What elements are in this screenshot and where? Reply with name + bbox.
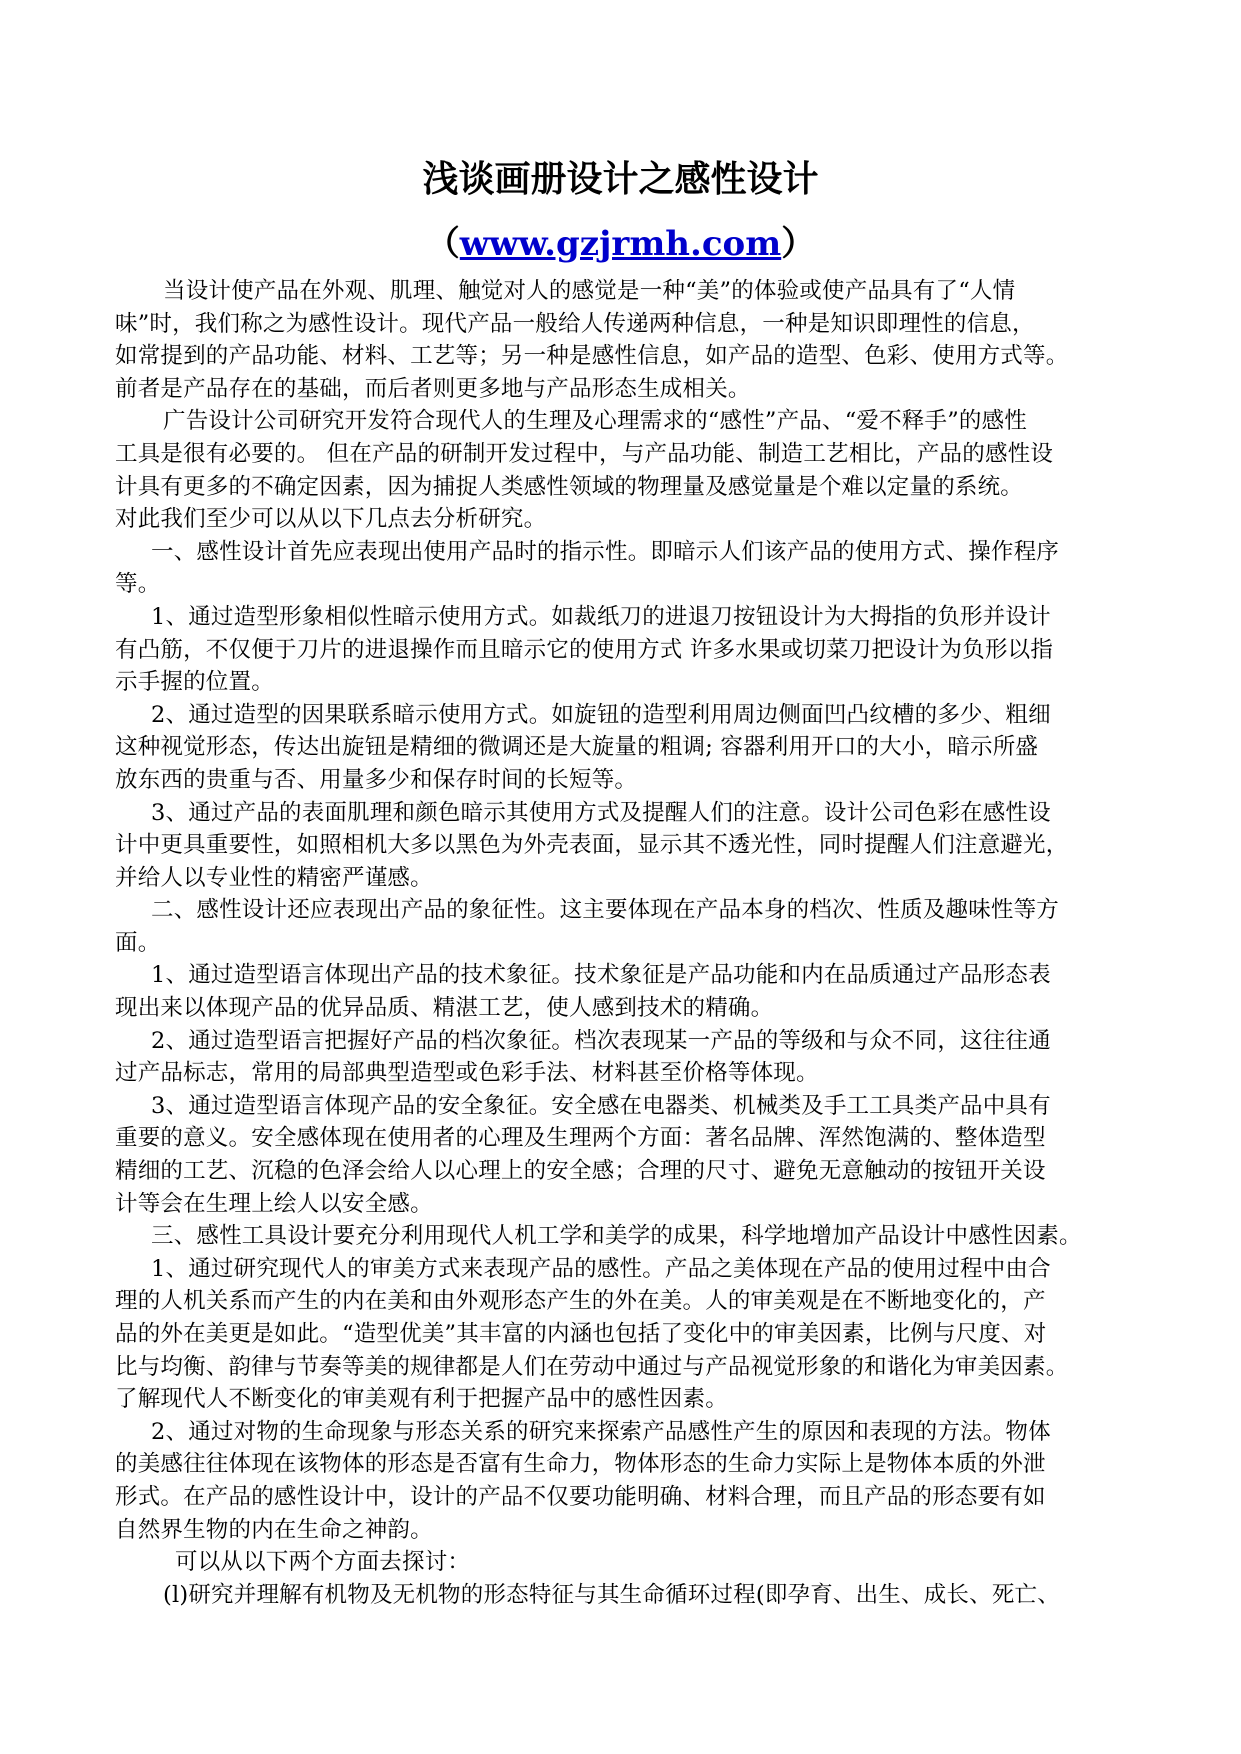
text-line: 了解现代人不断变化的审美观有利于把握产品中的感性因素。: [115, 1386, 728, 1413]
text-line: 2、通过造型的因果联系暗示使用方式。如旋钮的造型利用周边侧面凹凸纹槽的多少、粗细: [151, 701, 1051, 728]
text-line: 可以从以下两个方面去探讨：: [175, 1549, 471, 1576]
subtitle-open-paren: （: [425, 224, 460, 264]
text-line: 对此我们至少可以从以下几点去分析研究。: [115, 506, 547, 533]
text-line: 工具是很有必要的。 但在产品的研制开发过程中，与产品功能、制造工艺相比，产品的感性设: [115, 440, 1054, 467]
text-line: 放东西的贵重与否、用量多少和保存时间的长短等。: [115, 766, 638, 793]
text-line: 2、通过造型语言把握好产品的档次象征。档次表现某一产品的等级和与众不同，这往往通: [151, 1027, 1051, 1054]
subtitle-close-paren: ）: [781, 224, 816, 264]
text-line: 等。: [115, 571, 161, 598]
text-line: 广告设计公司研究开发符合现代人的生理及心理需求的“感性”产品、“爱不释手”的感性: [163, 408, 1028, 435]
text-line: 2、通过对物的生命现象与形态关系的研究来探索产品感性产生的原因和表现的方法。物体: [151, 1418, 1051, 1445]
document-title: 浅谈画册设计之感性设计: [422, 159, 819, 200]
text-line: 理的人机关系而产生的内在美和由外观形态产生的外在美。人的审美观是在不断地变化的，产: [115, 1288, 1046, 1315]
text-line: 重要的意义。安全感体现在使用者的心理及生理两个方面：著名品牌、浑然饱满的、整体造型: [115, 1125, 1046, 1152]
text-line: 3、通过造型语言体现产品的安全象征。安全感在电器类、机械类及手工工具类产品中具有: [151, 1092, 1051, 1119]
text-line: 比与均衡、韵律与节奏等美的规律都是人们在劳动中通过与产品视觉形象的和谐化为审美因素。: [115, 1353, 1069, 1380]
text-line: 这种视觉形态，传达出旋钮是精细的微调还是大旋量的粗调; 容器利用开口的大小，暗示所盛: [115, 734, 1039, 761]
document-subtitle: [0, 222, 1241, 266]
text-line: 一、感性设计首先应表现出使用产品时的指示性。即暗示人们该产品的使用方式、操作程序: [151, 538, 1060, 565]
text-line: (l)研究并理解有机物及无机物的形态特征与其生命循环过程(即孕育、出生、成长、死亡、: [163, 1581, 1060, 1608]
text-line: 计中更具重要性，如照相机大多以黑色为外壳表面，显示其不透光性，同时提醒人们注意避光，: [115, 832, 1069, 859]
text-line: 前者是产品存在的基础，而后者则更多地与产品形态生成相关。: [115, 375, 751, 402]
text-line: 如常提到的产品功能、材料、工艺等；另一种是感性信息，如产品的造型、色彩、使用方式等。: [115, 343, 1069, 370]
website-link[interactable]: www.gzjrmh.com: [459, 224, 782, 264]
text-line: 计等会在生理上绘人以安全感。: [115, 1190, 433, 1217]
text-line: 1、通过研究现代人的审美方式来表现产品的感性。产品之美体现在产品的使用过程中由合: [151, 1255, 1051, 1282]
text-line: 面。: [115, 929, 161, 956]
text-line: 二、感性设计还应表现出产品的象征性。这主要体现在产品本身的档次、性质及趣味性等方: [151, 897, 1060, 924]
text-line: 精细的工艺、沉稳的色泽会给人以心理上的安全感；合理的尺寸、避免无意触动的按钮开关设: [115, 1158, 1046, 1185]
text-line: 三、感性工具设计要充分利用现代人机工学和美学的成果，科学地增加产品设计中感性因素。: [151, 1223, 1082, 1250]
text-line: 的美感往往体现在该物体的形态是否富有生命力，物体形态的生命力实际上是物体本质的外泄: [115, 1451, 1046, 1478]
text-line: 味”时，我们称之为感性设计。现代产品一般给人传递两种信息，一种是知识即理性的信息，: [115, 310, 1035, 337]
text-line: 过产品标志，常用的局部典型造型或色彩手法、材料甚至价格等体现。: [115, 1060, 819, 1087]
text-line: 计具有更多的不确定因素，因为捕捉人类感性领域的物理量及感觉量是个难以定量的系统。: [115, 473, 1024, 500]
document-body: [115, 275, 1157, 1611]
text-line: 现出来以体现产品的优异品质、精湛工艺，使人感到技术的精确。: [115, 995, 774, 1022]
text-line: 1、通过造型形象相似性暗示使用方式。如裁纸刀的进退刀按钮设计为大拇指的负形并设计: [151, 603, 1051, 630]
text-line: 3、通过产品的表面肌理和颜色暗示其使用方式及提醒人们的注意。设计公司色彩在感性设: [151, 799, 1051, 826]
text-line: 自然界生物的内在生命之神韵。: [115, 1516, 433, 1543]
text-line: 品的外在美更是如此。“造型优美”其丰富的内涵也包括了变化中的审美因素，比例与尺度、对: [115, 1321, 1047, 1347]
text-line: 有凸筋，不仅便于刀片的进退操作而且暗示它的使用方式 许多水果或切菜刀把设计为负形以指: [115, 636, 1054, 663]
text-line: 示手握的位置。: [115, 669, 274, 696]
text-line: 并给人以专业性的精密严谨感。: [115, 864, 433, 891]
text-line: 1、通过造型语言体现出产品的技术象征。技术象征是产品功能和内在品质通过产品形态表: [151, 962, 1051, 989]
text-line: 当设计使产品在外观、肌理、触觉对人的感觉是一种“美”的体验或使产品具有了“人情: [163, 278, 1016, 304]
text-line: 形式。在产品的感性设计中，设计的产品不仅要功能明确、材料合理，而且产品的形态要有如: [115, 1483, 1046, 1510]
